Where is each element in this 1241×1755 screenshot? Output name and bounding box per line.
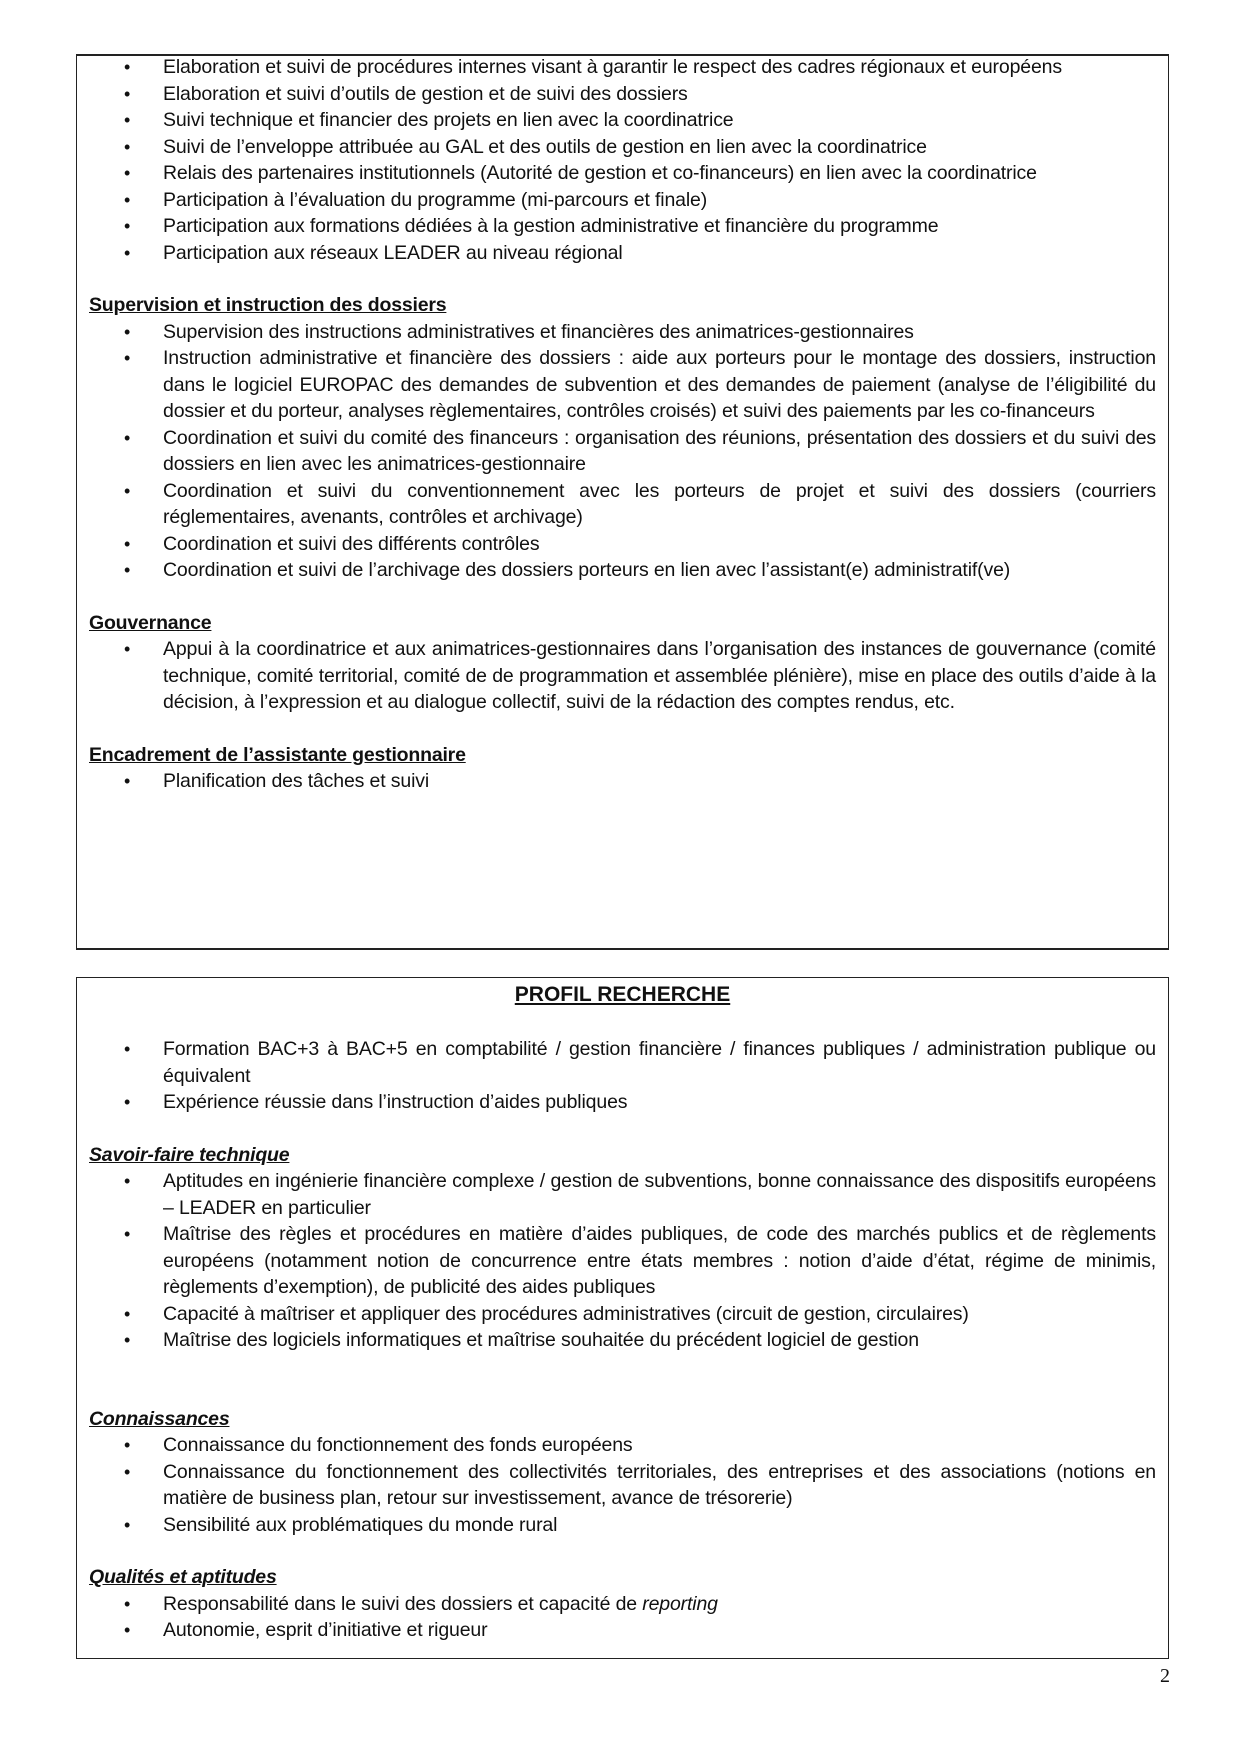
- list-item: • Autonomie, esprit d’initiative et rigueur: [77, 1617, 1168, 1644]
- bullet-icon: •: [124, 1593, 131, 1614]
- bullet-icon: •: [124, 1620, 131, 1640]
- list-item: • Suivi technique et financier des projets en lien avec la coordinatrice: [77, 107, 1168, 134]
- list-item: • Sensibilité aux problématiques du monde rural: [77, 1512, 1168, 1539]
- bullet-icon: •: [124, 57, 131, 77]
- bullet-icon: •: [124, 136, 131, 157]
- missions-box: [76, 54, 1169, 950]
- bullet-icon: •: [124, 427, 131, 448]
- bullet-icon: •: [124, 163, 131, 183]
- encadrement-heading: Encadrement de l’assistante gestionnaire: [89, 743, 466, 766]
- list-item: • Planification des tâches et suivi: [77, 768, 1168, 795]
- connaissances-list: [77, 1432, 1168, 1538]
- list-item: • Appui à la coordinatrice et aux animatrices-gestionnaires dans l’organisation des instances de gouvernance (comité technique, comité territorial, comité de de programmation et assemblée plénière), mise en place des outils d’aide à la décision, à l’expression et au dialogue collectif, suivi de la rédaction des comptes rendus, etc.: [124, 638, 1156, 713]
- bullet-icon: •: [124, 1303, 131, 1324]
- bullet-icon: •: [124, 1171, 131, 1191]
- savoir-faire-list: [77, 1168, 1168, 1354]
- list-item: • Aptitudes en ingénierie financière complexe / gestion de subventions, bonne connaissance des dispositifs européens – LEADER en particulier: [124, 1170, 1156, 1219]
- list-item: • Expérience réussie dans l’instruction d’aides publiques: [77, 1089, 1168, 1116]
- supervision-list: [77, 319, 1168, 584]
- list-item: • Elaboration et suivi de procédures internes visant à garantir le respect des cadres régionaux et européens: [77, 54, 1168, 81]
- profil-title: PROFIL RECHERCHE: [514, 983, 731, 1006]
- bullet-icon: •: [124, 560, 131, 580]
- list-item: • Coordination et suivi du comité des financeurs : organisation des réunions, présentation des dossiers et du suivi des dossiers en lien avec les animatrices-gestionnaire: [124, 426, 1156, 475]
- bullet-icon: •: [124, 639, 131, 659]
- list-item: • Formation BAC+3 à BAC+5 en comptabilité / gestion financière / finances publiques / administration publique ou équivalent: [124, 1038, 1156, 1087]
- intro-list: [77, 54, 1168, 266]
- list-item: • Suivi de l’enveloppe attribuée au GAL et des outils de gestion en lien avec la coordinatrice: [77, 134, 1168, 161]
- list-item: • Coordination et suivi du conventionnement avec les porteurs de projet et suivi des dossiers (courriers réglementaires, avenants, contrôles et archivage): [124, 479, 1156, 528]
- bullet-icon: •: [124, 321, 131, 342]
- list-item: • Capacité à maîtriser et appliquer des procédures administratives (circuit de gestion, circulaires): [77, 1301, 1168, 1328]
- list-item: • Participation à l’évaluation du programme (mi-parcours et finale): [77, 187, 1168, 214]
- profil-box: [76, 977, 1169, 1659]
- list-item: • Relais des partenaires institutionnels (Autorité de gestion et co-financeurs) en lien avec la coordinatrice: [77, 160, 1168, 187]
- list-item: • Coordination et suivi de l’archivage des dossiers porteurs en lien avec l’assistant(e) administratif(ve): [77, 557, 1168, 584]
- bullet-icon: •: [124, 480, 131, 501]
- profil-intro-list: [77, 1036, 1168, 1116]
- bullet-icon: •: [124, 1461, 131, 1482]
- gouvernance-heading: Gouvernance: [89, 611, 212, 634]
- gouvernance-list: [77, 636, 1168, 716]
- page-number: 2: [1160, 1665, 1170, 1687]
- bullet-icon: •: [124, 1330, 131, 1350]
- list-item: • Maîtrise des règles et procédures en matière d’aides publiques, de code des marchés publics et de règlements européens (notamment notion de concurrence entre états membres : notion d’aide d’état, régime de minimis, règlements d’exemption), de publicité des aides publiques: [124, 1223, 1156, 1298]
- list-item: • Connaissance du fonctionnement des collectivités territoriales, des entreprises et des associations (notions en matière de business plan, retour sur investissement, avance de trésorerie): [124, 1460, 1156, 1509]
- bullet-icon: •: [124, 1092, 131, 1112]
- bullet-icon: •: [124, 1224, 131, 1244]
- list-item: • Participation aux réseaux LEADER au niveau régional: [77, 240, 1168, 267]
- bullet-icon: •: [124, 1514, 131, 1535]
- list-item: • Supervision des instructions administratives et financières des animatrices-gestionnaires: [77, 319, 1168, 346]
- qualites-heading: Qualités et aptitudes: [89, 1566, 277, 1588]
- savoir-faire-heading: Savoir-faire technique: [89, 1143, 290, 1166]
- encadrement-list: [77, 768, 1168, 795]
- list-item: • Maîtrise des logiciels informatiques et maîtrise souhaitée du précédent logiciel de gestion: [77, 1327, 1168, 1354]
- bullet-icon: •: [124, 242, 131, 263]
- bullet-icon: •: [124, 533, 131, 554]
- bullet-icon: •: [124, 110, 131, 130]
- connaissances-heading: Connaissances: [89, 1407, 230, 1430]
- list-item: • Elaboration et suivi d’outils de gestion et de suivi des dossiers: [77, 81, 1168, 108]
- list-item: • Participation aux formations dédiées à la gestion administrative et financière du programme: [77, 213, 1168, 240]
- list-item: • Responsabilité dans le suivi des dossiers et capacité de reporting: [77, 1591, 1168, 1618]
- supervision-heading: Supervision et instruction des dossiers: [89, 294, 447, 316]
- list-item: • Instruction administrative et financière des dossiers : aide aux porteurs pour le montage des dossiers, instruction dans le logiciel EUROPAC des demandes de subvention et des demandes de paiement (analyse de l’éligibilité du dossier et du porteur, analyses règlementaires, contrôles croisés) et suivi des paiements par les co-financeurs: [124, 347, 1156, 422]
- bullet-icon: •: [124, 348, 131, 368]
- reporting-emphasis: reporting: [642, 1592, 718, 1615]
- bullet-icon: •: [124, 771, 131, 791]
- bullet-icon: •: [124, 1039, 131, 1059]
- bullet-icon: •: [124, 83, 131, 104]
- bullet-icon: •: [124, 216, 131, 236]
- bullet-icon: •: [124, 1435, 131, 1455]
- qualites-list: [77, 1591, 1168, 1644]
- list-item: • Coordination et suivi des différents contrôles: [77, 531, 1168, 558]
- list-item: • Connaissance du fonctionnement des fonds européens: [77, 1432, 1168, 1459]
- bullet-icon: •: [124, 189, 131, 210]
